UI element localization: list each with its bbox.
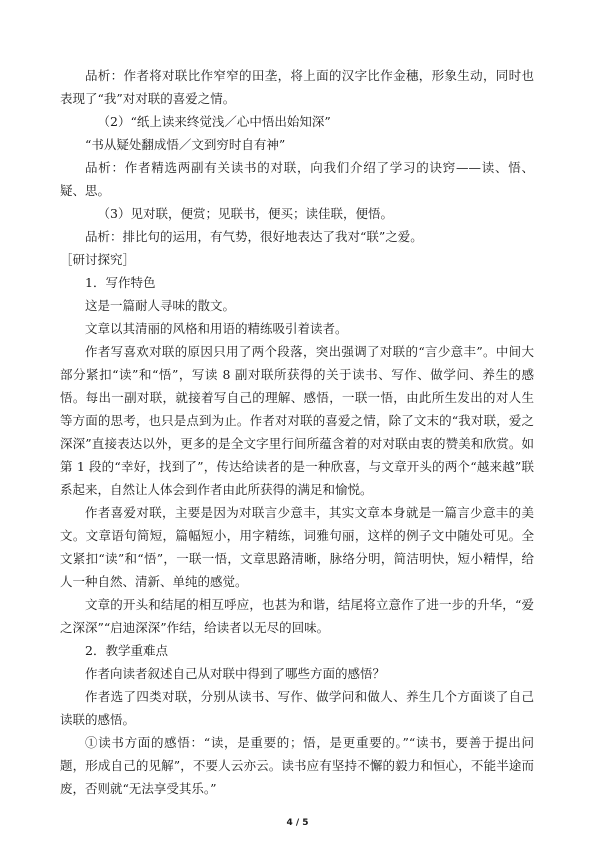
paragraph-item-3: （3）见对联，便赏；见联书，便买；读佳联，便悟。 — [97, 206, 393, 221]
subheading-writing-features: 1．写作特色 — [85, 275, 156, 290]
page-number: 4 / 5 — [286, 818, 309, 828]
paragraph-concise: 作者喜爱对联，主要是因为对联言少意丰，其实文章本身就是一篇言少意丰的美文。文章语句简短，篇幅短小，用字精练，词雅句丽，这样的例子文中随处可见。全文紧扣“读”和“悟”，一联一悟，文章思路清晰，脉络分明，简洁明快，短小精悍，给人一种自然、清新、单纯的感觉。 — [60, 505, 534, 589]
paragraph-structure: 文章的开头和结尾的相互呼应，也甚为和谐，结尾将立意作了进一步的升华，“爱之深深”“启迪深深”作结，给读者以无尽的回味。 — [60, 597, 534, 635]
paragraph-style: 文章以其清丽的风格和用语的精练吸引着读者。 — [85, 321, 348, 336]
paragraph-reading-insight: ①读书方面的感悟：“读，是重要的；悟，是更重要的。”“读书，要善于提出问题，形成自己的见解”，不要人云亦云。读书应有坚持不懈的毅力和恒心，不能半途而废，否则就“无法享受其乐。” — [60, 735, 534, 796]
document-body — [60, 64, 534, 800]
paragraph-couplet-2a: （2）“纸上读来终觉浅／心中悟出始知深” — [97, 114, 331, 129]
paragraph-intro: 这是一篇耐人寻味的散文。 — [85, 298, 236, 313]
paragraph-couplet-2b: “书从疑处翻成悟／文到穷时自有神” — [85, 137, 286, 152]
paragraph-analysis-2: 品析：作者精选两副有关读书的对联，向我们介绍了学习的诀窍——读、悟、疑、思。 — [60, 160, 534, 198]
paragraph-analysis-3: 品析：排比句的运用，有气势，很好地表达了我对“联”之爱。 — [85, 229, 423, 244]
paragraph-reasons: 作者写喜欢对联的原因只用了两个段落，突出强调了对联的“言少意丰”。中间大部分紧扣“读”和“悟”，写读 8 副对联所获得的关于读书、写作、做学问、养生的感悟。每出一副对联，就接着写自己的理解、感悟，一联一悟，由此所生发出的对人生等方面的思考，也只是点到为止。作者对对联的喜爱之情，除了文末的“我对联，爱之深深”直接表达以外，更多的是全文字里行间所蕴含着的对对联由衷的赞美和欣赏。如第 1 段的“幸好，找到了”，传达给读者的是一种欣喜，与文章开头的两个“越来越”联系起来，自然让人体会到作者由此所获得的满足和愉悦。 — [60, 344, 534, 497]
paragraph-question: 作者向读者叙述自己从对联中得到了哪些方面的感悟？ — [85, 666, 386, 681]
section-heading-discussion: ［研讨探究］ — [60, 252, 136, 267]
paragraph-answer: 作者选了四类对联，分别从读书、写作、做学问和做人、养生几个方面谈了自己读联的感悟。 — [60, 689, 534, 727]
paragraph-analysis-1: 品析：作者将对联比作窄窄的田垄，将上面的汉字比作金穗，形象生动，同时也表现了“我”对对联的喜爱之情。 — [60, 68, 534, 106]
subheading-key-points: 2．教学重难点 — [85, 643, 168, 658]
